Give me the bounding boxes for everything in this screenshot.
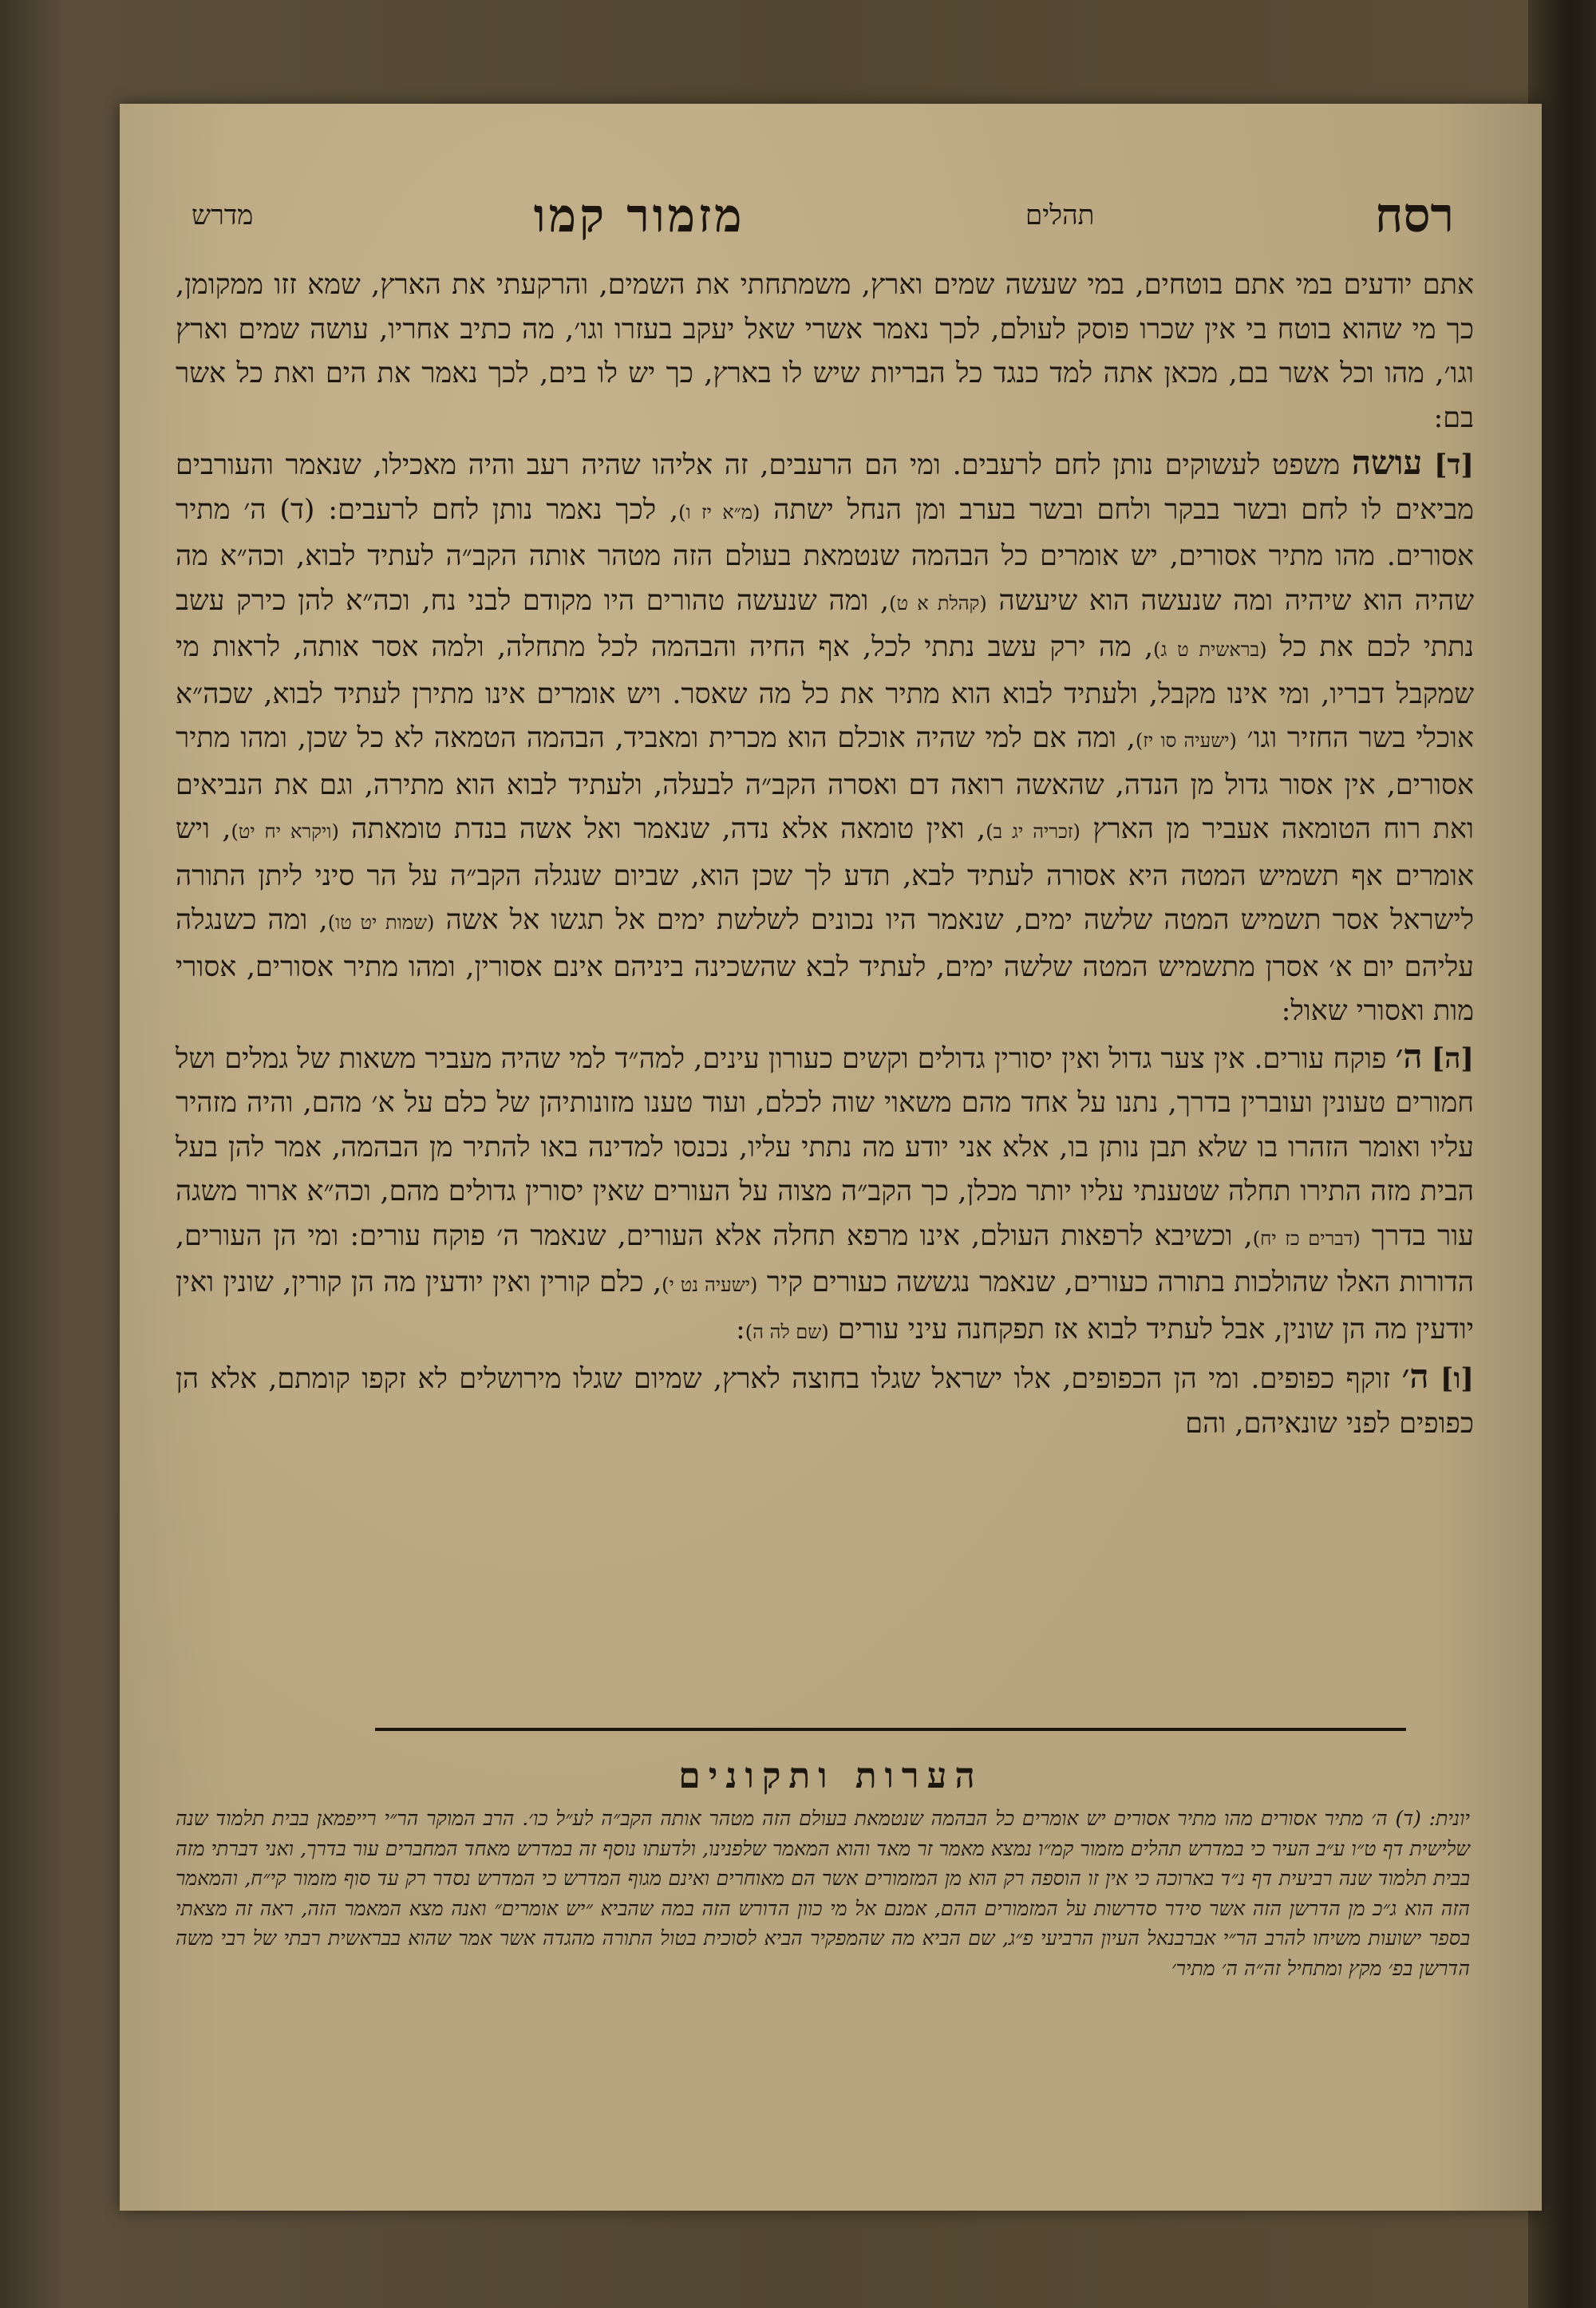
section-marker: [ד] bbox=[1434, 449, 1474, 481]
lemma-word: ה׳ bbox=[1401, 1357, 1429, 1396]
text-run: , כלם קורין ואין יודעין מה הן קורין, שונין ואין יודעין מה הן שונין, אבל לעתיד לבוא אז תפקחנה עיני עורים bbox=[176, 1267, 1474, 1346]
text-run: , ואין טומאה אלא נדה, שנאמר ואל אשה בנדת טומאתה bbox=[351, 813, 986, 845]
running-head bbox=[192, 184, 1454, 247]
text-run: זוקף כפופים. ומי הן הכפופים, אלו ישראל שגלו בחוצה לארץ, שמיום שגלו מירושלים לא זקפו קומתם, אלא הן כפופים לפני שונאיהם, והם bbox=[176, 1363, 1474, 1440]
section-marker: [ה] bbox=[1431, 1041, 1474, 1075]
text-run: : bbox=[735, 1313, 745, 1346]
header-work-name: מדרש bbox=[192, 200, 254, 231]
paragraph-section-5 bbox=[176, 1034, 1474, 1355]
scripture-reference: (מ״א יז ו) bbox=[678, 500, 760, 524]
scripture-reference: (זכריה יג ב) bbox=[986, 820, 1080, 843]
notes-heading: הערות ותקונים bbox=[678, 1756, 983, 1796]
lemma-word: עושה bbox=[1351, 443, 1423, 482]
paragraph-section-4 bbox=[176, 441, 1474, 1034]
notes-text: יונית: (ד) ה׳ מתיר אסורים מהו מתיר אסורים יש אומרים כל הבהמה שנטמאת בעולם הזה מטהר אותה הקב״ה לע״ל כו׳. הרב המוקר הר״י רייפמאן בבית תלמוד שנה שלישית דף ט״ו ע״ב העיר כי במדרש תהלים מזמור קמ״ו נמצא מאמר זר מאד והוא המאמר שלפנינו, ולדעתו נוסף זה במדרש מאחד המחברים עור בדרך, ואני דברתי מזה בבית תלמוד שנה רביעית דף נ״ד בארוכה כי אין זו הוספה רק הוא מן המזמורים אשר הם מאוחרים ואינם מגוף המדרש כי המדרש נסדר רק עד סוף מזמור קי״ח, והמאמר הזה הוא ג״כ מן הדרשן הזה אשר סידר סדרשות על המזמורים ההם, אמנם אל מי כוון הדורש הזה במה שהביא ״יש אומרים״ ואנה מצא המאמר הזה, ראה זה מצאתי בספר ישועות משיחו להרב הר״י אברבנאל העיון הרביעי פ״ג, שם הביא מה שהמפקיר הביא לסוכית בטול התורה מהגדה אשר אמר שהוא בבראשית רבתי של רבי משה הדרשן בפ׳ מקץ ומתחיל זה״ה ה׳ מתיר׳ bbox=[176, 1807, 1470, 1980]
lemma-word: ה׳ bbox=[1395, 1036, 1423, 1076]
main-text bbox=[176, 263, 1474, 1446]
scripture-reference: (ויקרא יח יט) bbox=[231, 820, 339, 843]
scripture-reference: (בראשית ט ג) bbox=[1153, 638, 1267, 661]
header-book-name: תהלים bbox=[1025, 200, 1095, 231]
text-run: , ומה שנעשה טהורים היו מקודם לבני נח, וכה״א להן כירק עשב נתתי לכם את כל bbox=[176, 584, 1474, 663]
folio-number: רסח bbox=[1374, 188, 1454, 243]
paragraph-continuation: אתם יודעים במי אתם בוטחים, במי שעשה שמים וארץ, משמתחתי את השמים, והרקעתי את הארץ, שמא זזו ממקומן, כך מי שהוא בוטח בי אין שכרו פוסק לעולם, לכך נאמר אשרי שאל יעקב בעזרו וגו׳, מה כתיב אחריו, עושה שמים וארץ וגו׳, מהו וכל אשר בם, מכאן אתה למד כנגד כל הבריות שיש לו בארץ, כך יש לו בים, לכך נאמר את הים ואת כל אשר בם: bbox=[176, 269, 1474, 434]
footnote-divider bbox=[375, 1728, 1406, 1731]
scripture-reference: (שמות יט טו) bbox=[327, 911, 435, 934]
book-page bbox=[120, 104, 1542, 2211]
header-psalm-title: מזמור קמו bbox=[533, 188, 745, 243]
text-run: , ומה כשנגלה עליהם יום א׳ אסרן מתשמיש המטה שלשה ימים, לעתיד לבא שהשכינה ביניהם אינם אסורין, ומהו מתיר אסורים, אסורי מות ואסורי שאול: bbox=[176, 904, 1474, 1027]
text-run: , וכשיבא לרפאות העולם, אינו מרפא תחלה אלא העורים, שנאמר ה׳ פוקח עורים: ומי הן העורים, הדורות האלו שהולכות בתורה כעורים, שנאמר נגששה כעורים קיר bbox=[176, 1219, 1474, 1298]
text-run: משפט לעשוקים נותן לחם לרעבים. ומי הם הרעבים, זה אליהו שהיה רעב והיה מאכילו, שנאמר והעורבים מביאים לו לחם ובשר בבקר ולחם ובשר בערב ומן הנחל ישתה bbox=[176, 449, 1474, 526]
section-marker: [ו] bbox=[1440, 1362, 1474, 1395]
text-run: , ומה אם למי שהיה אוכלם הוא מכרית ומאביד, הבהמה הטמאה לא כל שכן, ומהו מתיר אסורים, אין אסור גדול מן הנדה, שהאשה רואה דם ואסרה הקב״ה לבעלה, ולעתיד לבוא הוא מתירה, וגם את הנביאים ואת רוח הטומאה אעביר מן הארץ bbox=[176, 722, 1474, 845]
scripture-reference: (ישעיה נט י) bbox=[662, 1274, 758, 1296]
scripture-reference: (שם לה ה) bbox=[745, 1320, 829, 1343]
paragraph-section-6 bbox=[176, 1354, 1474, 1446]
text-run: פוקח עורים. אין צער גדול ואין יסורין גדולים וקשים כעורון עינים, למה״ד למי שהיה מעביר משאות של גמלים ושל חמורים טעונין ועוברין בדרך, נתנו על אחד מהם משאוי שוה לכלם, ועוד טענו מזונותיהן של כלם על א׳ מהם, והיה מזהיר עליו ואומר הזהרו בו שלא תבן נותן בו, אלא אני יודע מה נתתי עליו, נכנסו למדינה באו להתיר מן הבהמה, אמר להן בעל הבית מזה התירו תחלה שטענתי עליו יותר מכלן, כך הקב״ה מצוה על העורים שאין יסורין גדולים מהם, וכה״א ארור משגה עור בדרך bbox=[176, 1042, 1474, 1252]
scripture-reference: (דברים כז יח) bbox=[1252, 1227, 1361, 1250]
text-run: , מה ירק עשב נתתי לכל, אף החיה והבהמה לכל מתחלה, ולמה אסר אותה, לראות מי שמקבל דבריו, ומי אינו מקבל, ולעתיד לבוא הוא מתיר את כל מה שאסר. ויש אומרים אינו מתירן לעתיד לבוא, שכה״א אוכלי בשר החזיר וגו׳ bbox=[176, 631, 1474, 754]
text-run: , ויש אומרים אף תשמיש המטה היא אסורה לעתיד לבא, תדע לך שכן הוא, שביום שנגלה הקב״ה על הר סיני ליתן התורה לישראל אסר תשמיש המטה שלשה ימים, שנאמר היו נכונים לשלשת ימים אל תגשו אל אשה bbox=[176, 813, 1474, 936]
text-run: , לכך נאמר נותן לחם לרעבים: (ד) ה׳ מתיר אסורים. מהו מתיר אסורים, יש אומרים כל הבהמה שנטמאת בעולם הזה מטהר אותה הקב״ה לעתיד לבוא, וכה״א מה שהיה הוא שיהיה ומה שנעשה הוא שיעשה bbox=[176, 493, 1474, 617]
scripture-reference: (ישעיה סו יז) bbox=[1135, 729, 1237, 752]
scripture-reference: (קהלת א ט) bbox=[889, 591, 987, 615]
